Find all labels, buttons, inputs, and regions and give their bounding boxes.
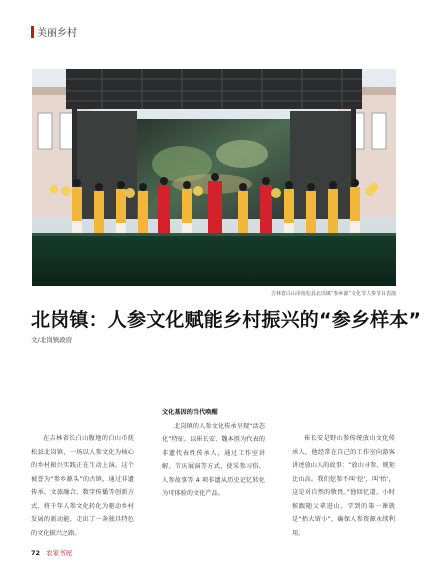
article-column-3 [292, 432, 395, 540]
section-accent-bar [31, 26, 34, 38]
photo-caption: 吉林省白山市抚松县北岗镇“参乡源”文化节人参节目表演 [270, 291, 396, 297]
subheading: 文化基因的当代唤醒 [162, 409, 218, 416]
stage-performance-photo [32, 69, 396, 286]
section-label: 美丽乡村 [37, 28, 77, 39]
paragraph: 崔长安是野山参传统放山文化传承人，他经常在自己的工作室向游客讲述放山人的故事：“放山寻参，规矩比山高。我们挖参不叫‘挖’，叫‘抬’，这是对自然的敬畏。”他回忆道，小时候跟随父辈进山，学到的第一课就是“抬大留小”，确保人参资源永续利用。 [292, 435, 395, 537]
paragraph: 在吉林省长白山腹地的白山市抚松县北岗镇，一场以人参文化为核心的乡村振兴实践正在生动上演。这个被誉为“参乡源头”的古镇，通过非遗传承、文旅融合、数字传播等创新方式，将千年人参文化转化为驱动乡村发展的新动能，走出了一条独具特色的文化振兴之路。 [31, 435, 134, 537]
magazine-name: 农家书屋 [46, 549, 73, 557]
paragraph: 北岗镇的人参文化传承呈现“活态化”特征。以崔长安、魏本胜为代表的非遗代表性传承人，通过工作室讲解、节庆展演等方式，使采参习俗、人参故事等 4 项非遗从历史记忆转化为可体验的文化产品。 [162, 422, 265, 497]
page-number: 72 [31, 549, 41, 557]
article-byline: 文/北岗镇政府 [31, 336, 73, 344]
article-column-2 [162, 406, 265, 501]
page-footer [31, 548, 72, 557]
article-column-1 [31, 432, 134, 540]
article-headline: 北岗镇：人参文化赋能乡村振兴的“参乡样本” [31, 309, 422, 331]
